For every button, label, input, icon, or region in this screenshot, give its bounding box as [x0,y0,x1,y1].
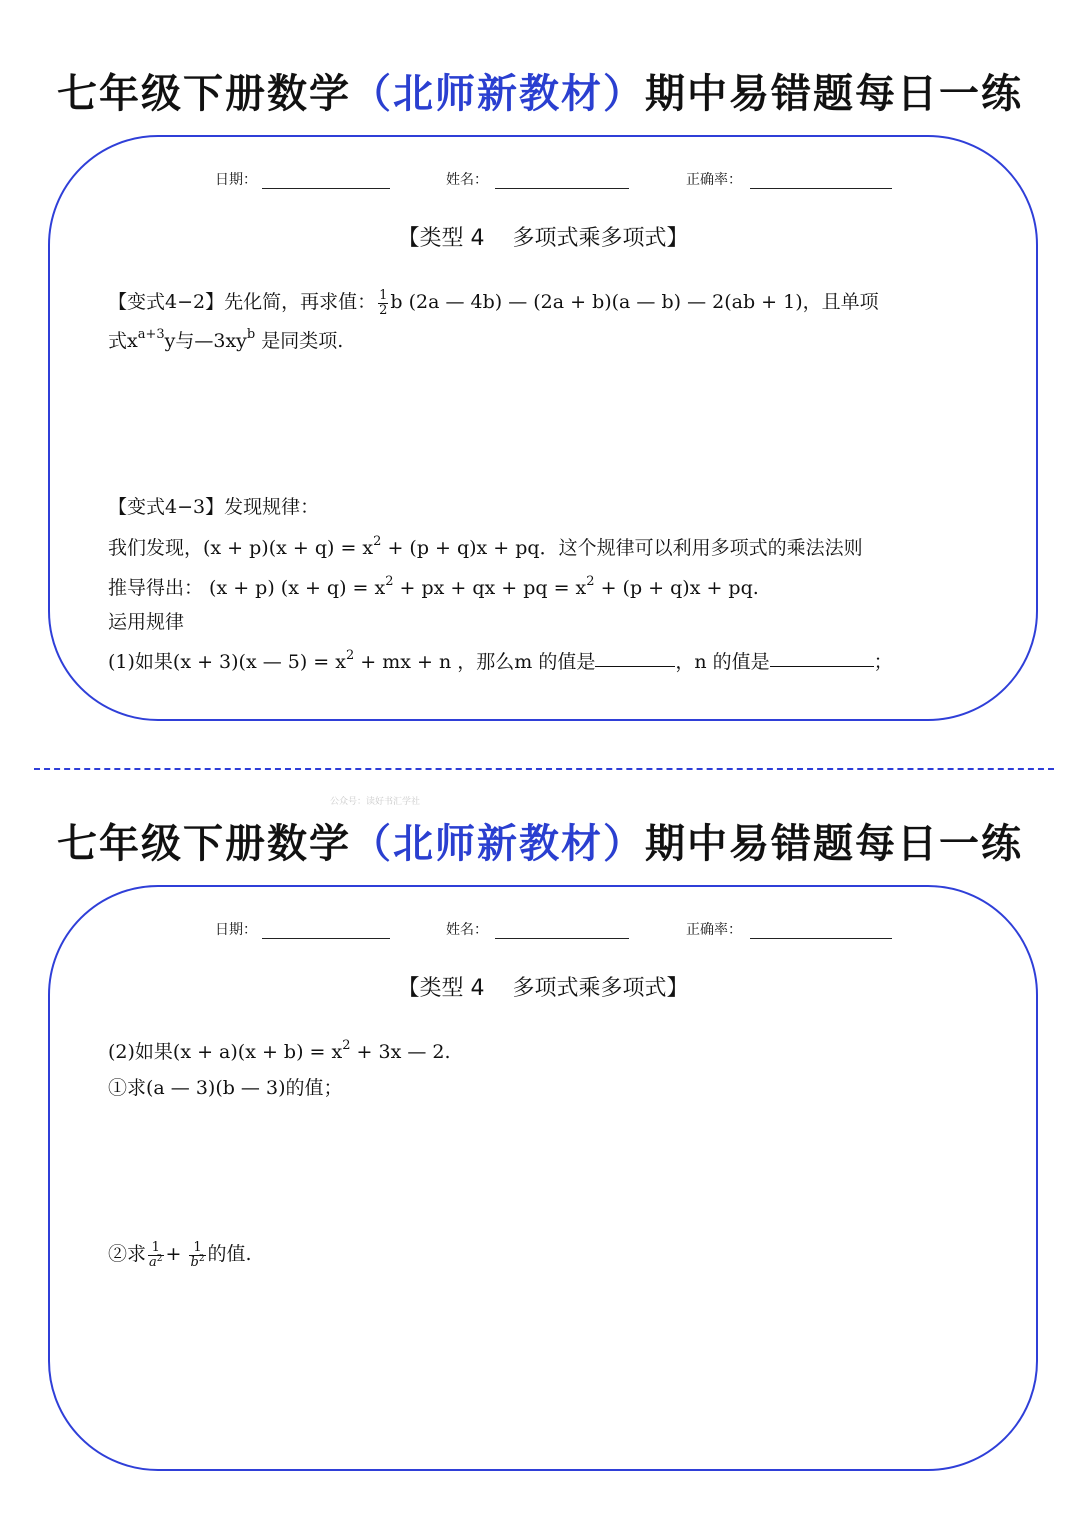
question-4-3-line2: 推导得出： (x + p) $(x + q) = x^2$ + px + qx + pq = $x^2 + (p + q)x$ + pq. [108,574,759,599]
worksheet-card-1 [48,135,1038,721]
answer-blank-m[interactable] [595,665,675,667]
info-row [50,167,1036,191]
question-2-line1: (2)如果$(x + a)(x + b) = x^2 + 3x$ — 2. [108,1038,451,1063]
question-4-3-line4: (1)如果(x + 3)(x — $5) = x^2$ + mx + n ，那么m 的值是 ，n 的值是 ； [108,648,893,673]
accuracy-field[interactable] [750,937,892,939]
name-field[interactable] [495,937,629,939]
date-field[interactable] [262,937,390,939]
page-title: 七年级下册数学（北师新教材）期中易错题每日一练 [57,71,1023,117]
question-4-2-line2: 式$x^{a+3}y$与$—3xy^b$ 是同类项. [108,327,344,352]
answer-blank-n[interactable] [770,665,874,667]
date-label: 日期： [215,172,257,188]
worksheet-card-2 [48,885,1038,1471]
date-field[interactable] [262,187,390,189]
fraction-1-over-b2: $\frac{1}{b^2}$ [190,1240,205,1270]
accuracy-label: 正确率： [686,172,742,188]
info-row [50,917,1036,941]
question-2-sub2: ②求 $\frac{1}{a^2}$ + $\frac{1}{b^2}$ 的值. [108,1240,252,1270]
fraction-half: $\frac{1}{2}$ [379,288,388,318]
name-field[interactable] [495,187,629,189]
name-label: 姓名： [446,172,488,188]
date-label: 日期： [215,922,257,938]
page-title-2: 七年级下册数学（北师新教材）期中易错题每日一练 [57,821,1023,867]
fraction-1-over-a2: $\frac{1}{a^2}$ [149,1240,163,1270]
question-4-3-line3: 运用规律 [108,611,185,633]
cut-line-divider [34,768,1054,770]
watermark: 公众号：读好书汇学社 [330,797,421,807]
question-4-3-label: 【变式4−3】发现规律： [108,496,320,518]
accuracy-field[interactable] [750,187,892,189]
name-label: 姓名： [446,922,488,938]
question-4-3-line1: 我们发现，$(x + p)(x + q) = x^2 + (p + q)x$ + pq．这个规律可以利用多项式的乘法法则 [108,534,863,559]
type-heading: 【类型 4 多项式乘多项式】 [397,226,689,251]
question-2-sub1: ①求(a — 3)(b — 3)的值； [108,1077,343,1099]
type-heading: 【类型 4 多项式乘多项式】 [397,976,689,1001]
question-4-2-line1: 【变式4−2】先化简，再求值： $\frac{1}{2}$ b (2a — 4b) — (2a + b)(a — b) — 2(ab + 1)，且单项 [108,288,879,318]
accuracy-label: 正确率： [686,922,742,938]
